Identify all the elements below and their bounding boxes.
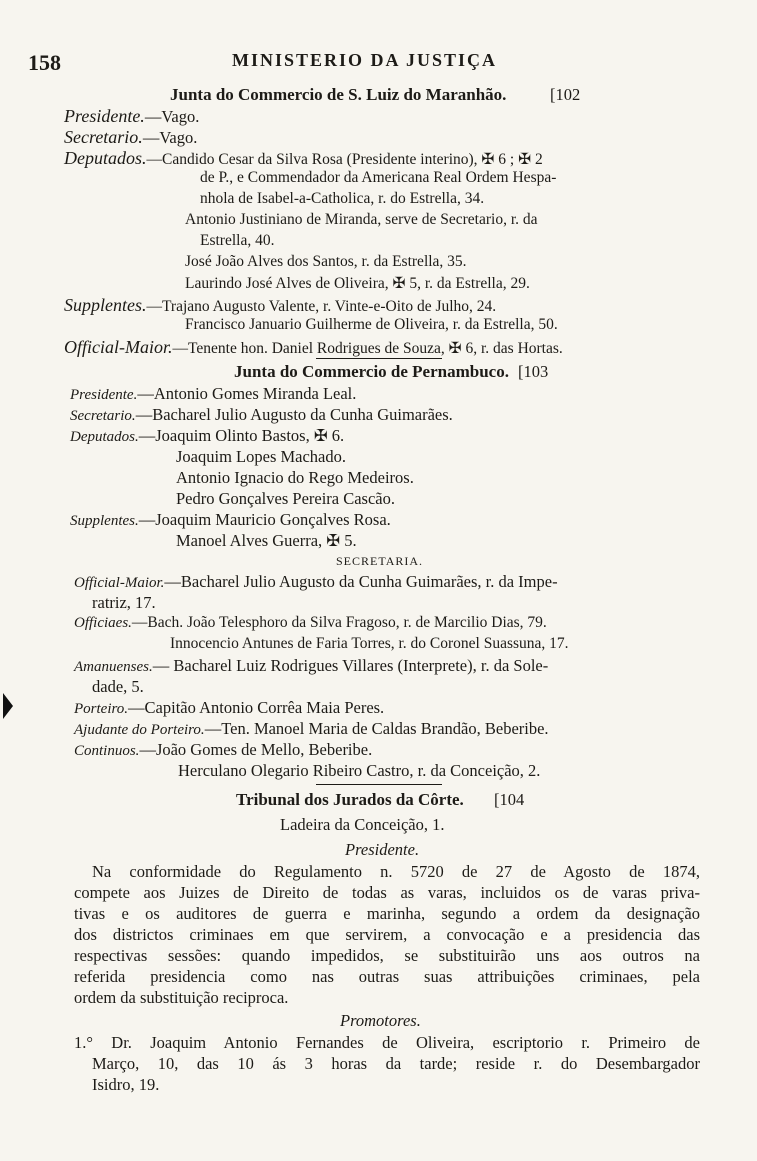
section-title-maranhao: Junta do Commercio de S. Luiz do Maranhão. <box>170 85 507 104</box>
paragraph-line: referida presidencia como nas outras suas attribuições criminaes, pela <box>74 967 700 986</box>
pernambuco-presidente <box>70 384 356 404</box>
officiaes-label: Officiaes. <box>74 615 132 631</box>
section-title-pernambuco: Junta do Commercio de Pernambuco. <box>234 362 509 381</box>
tribunal-address: Ladeira da Conceição, 1. <box>280 815 445 834</box>
pernambuco-deputado2: Joaquim Lopes Machado. <box>176 447 347 466</box>
maranhao-supplente2: Francisco Januario Guilherme de Oliveira, r. da Estrella, 50. <box>185 316 558 333</box>
promotores-heading: Promotores. <box>340 1011 421 1030</box>
maranhao-deputados-line2: de P., e Commendador da Americana Real Ordem Hespa- <box>200 169 557 186</box>
supplentes-label: Supplentes. <box>70 513 139 529</box>
maranhao-deputados-line1 <box>64 148 543 169</box>
deputado-text: —Joaquim Olinto Bastos, ✠ 6. <box>138 426 345 445</box>
maranhao-deputado2-line1: Antonio Justiniano de Miranda, serve de Secretario, r. da <box>185 211 538 228</box>
paragraph-line: ordem da substituição reciproca. <box>74 988 289 1007</box>
pernambuco-officiaes-line2: Innocencio Antunes de Faria Torres, r. do Coronel Suassuna, 17. <box>170 635 569 652</box>
promotor-line: Março, 10, das 10 ás 3 horas da tarde; reside r. do Desembargador <box>92 1054 700 1073</box>
secretaria-heading: SECRETARIA. <box>336 554 424 568</box>
pernambuco-deputados <box>70 426 344 446</box>
presidente-heading: Presidente. <box>345 840 420 859</box>
ajudante-label: Ajudante do Porteiro. <box>74 722 205 738</box>
pernambuco-secretario <box>70 405 453 425</box>
deputados-label: Deputados. <box>70 429 139 445</box>
supplentes-label: Supplentes. <box>64 295 147 315</box>
maranhao-secretario <box>64 127 197 148</box>
pernambuco-amanuenses-line1 <box>74 656 548 676</box>
official-maior-label: Official-Maior. <box>64 337 173 357</box>
porteiro-text: —Capitão Antonio Corrêa Maia Peres. <box>128 698 385 717</box>
maranhao-official-maior <box>64 337 563 358</box>
pernambuco-deputado4: Pedro Gonçalves Pereira Cascão. <box>176 489 396 508</box>
section-ref-maranhao: [102 <box>550 85 581 104</box>
pernambuco-supplente2: Manoel Alves Guerra, ✠ 5. <box>176 531 357 550</box>
amanuenses-label: Amanuenses. <box>74 659 153 675</box>
promotor-line: 1.° Dr. Joaquim Antonio Fernandes de Oliveira, escriptorio r. Primeiro de <box>74 1033 700 1052</box>
ajudante-text: —Ten. Manoel Maria de Caldas Brandão, Beberibe. <box>204 719 549 738</box>
official-maior-text: —Tenente hon. Daniel Rodrigues de Souza, ✠ 6, r. das Hortas. <box>172 340 563 357</box>
pernambuco-official-maior-line2: ratriz, 17. <box>92 593 156 612</box>
paragraph-line: dos districtos criminaes em que servirem, a convocação e a presidencia das <box>74 925 700 944</box>
pernambuco-porteiro <box>74 698 384 718</box>
deputado-text: —Candido Cesar da Silva Rosa (Presidente interino), ✠ 6 ; ✠ 2 <box>146 151 543 168</box>
maranhao-deputado2-line2: Estrella, 40. <box>200 232 275 249</box>
pernambuco-supplentes <box>70 510 391 530</box>
officiaes-text: —Bach. João Telesphoro da Silva Fragoso, r. de Marcilio Dias, 79. <box>131 614 547 631</box>
maranhao-supplentes <box>64 295 496 316</box>
presidente-label: Presidente. <box>70 387 138 403</box>
pernambuco-deputado3: Antonio Ignacio do Rego Medeiros. <box>176 468 414 487</box>
supplente-text: —Joaquim Mauricio Gonçalves Rosa. <box>138 510 391 529</box>
deputados-label: Deputados. <box>64 148 147 168</box>
official-maior-label: Official-Maior. <box>74 575 165 591</box>
page-number: 158 <box>28 50 61 75</box>
presidente-text: —Antonio Gomes Miranda Leal. <box>137 384 357 403</box>
porteiro-label: Porteiro. <box>74 701 129 717</box>
pernambuco-continuos-line2: Herculano Olegario Ribeiro Castro, r. da Conceição, 2. <box>178 761 541 780</box>
continuos-label: Continuos. <box>74 743 140 759</box>
secretario-text: —Bacharel Julio Augusto da Cunha Guimarães. <box>135 405 453 424</box>
official-maior-text: —Bacharel Julio Augusto da Cunha Guimarães, r. da Impe- <box>164 572 558 591</box>
pernambuco-ajudante <box>74 719 549 739</box>
presidente-text: —Vago. <box>144 107 200 126</box>
pernambuco-amanuenses-line2: dade, 5. <box>92 677 144 696</box>
paragraph-line: compete aos Juizes de Direito de todas as varas, incluidos os de varas priva- <box>74 883 700 902</box>
promotor-line: Isidro, 19. <box>92 1075 160 1094</box>
secretario-text: —Vago. <box>142 128 198 147</box>
section-ref-pernambuco: [103 <box>518 362 549 381</box>
secretario-label: Secretario. <box>64 127 143 147</box>
maranhao-presidente <box>64 106 199 127</box>
paragraph-line: Na conformidade do Regulamento n. 5720 de 27 de Agosto de 1874, <box>92 862 700 881</box>
maranhao-deputado4: Laurindo José Alves de Oliveira, ✠ 5, r. da Estrella, 29. <box>185 275 530 292</box>
divider-rule <box>316 358 442 359</box>
supplente-text: —Trajano Augusto Valente, r. Vinte-e-Oito de Julho, 24. <box>146 298 497 315</box>
maranhao-deputado3: José João Alves dos Santos, r. da Estrella, 35. <box>185 253 467 270</box>
secretario-label: Secretario. <box>70 408 136 424</box>
section-ref-tribunal: [104 <box>494 790 525 809</box>
divider-rule <box>316 784 442 785</box>
presidente-label: Presidente. <box>64 106 145 126</box>
running-title: MINISTERIO DA JUSTIÇA <box>232 50 498 70</box>
paragraph-line: respectivas sessões: quando impedidos, se substituirão uns aos outros na <box>74 946 700 965</box>
maranhao-deputados-line3: nhola de Isabel-a-Catholica, r. do Estrella, 34. <box>200 190 485 207</box>
amanuenses-text: — Bacharel Luiz Rodrigues Villares (Interprete), r. da Sole- <box>152 656 549 675</box>
pernambuco-official-maior-line1 <box>74 572 558 592</box>
continuos-text: —João Gomes de Mello, Beberibe. <box>139 740 373 759</box>
pernambuco-continuos-line1 <box>74 740 372 760</box>
pernambuco-officiaes-line1 <box>74 614 547 632</box>
paragraph-line: tivas e os auditores de guerra e marinha, segundo a ordem da designação <box>74 904 700 923</box>
section-title-tribunal: Tribunal dos Jurados da Côrte. <box>236 790 464 809</box>
margin-mark <box>3 693 13 719</box>
